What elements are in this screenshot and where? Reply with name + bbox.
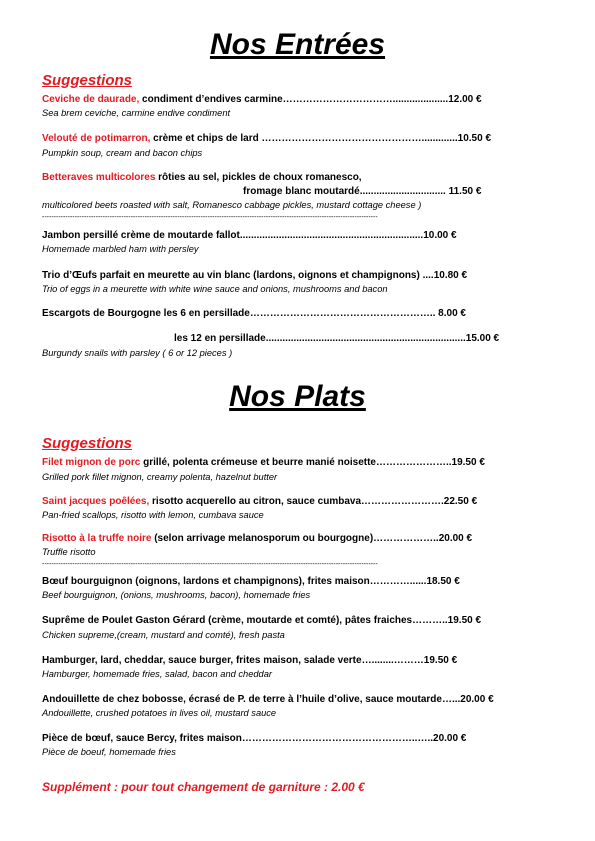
menu-item: Escargots de Bourgogne les 6 en persillade……………………………………………….. 8.00 € <box>42 308 466 319</box>
dish-translation: Sea brem ceviche, carmine endive condiment <box>42 108 231 118</box>
dish-translation: Trio of eggs in a meurette with white wine sauce and onions, mushrooms and bacon <box>42 284 388 294</box>
menu-item: Andouillette de chez bobosse, écrasé de P. de terre à l’huile d’olive, sauce moutarde…...20.00 € <box>42 694 494 705</box>
menu-item <box>42 94 482 106</box>
plats-suggestions-heading: Suggestions <box>42 435 133 452</box>
dish-description-price: condiment d’endives carmine……………………………....................12.00 € <box>139 94 482 105</box>
dish-description-price: les 12 en persillade........................................................................15.00 € <box>174 333 500 344</box>
dish-description: rôties au sel, pickles de choux romanesco, <box>155 172 362 183</box>
menu-item: Jambon persillé crème de moutarde fallot..................................................................10.00 € <box>42 230 457 241</box>
dish-name: Ceviche de daurade, <box>42 94 140 105</box>
menu-item: Suprême de Poulet Gaston Gérard (crème, moutarde et comté), pâtes fraiches………..19.50 € <box>42 615 482 626</box>
dish-translation: Chicken supreme,(cream, mustard and comté), fresh pasta <box>42 630 285 640</box>
dish-name: Risotto à la truffe noire <box>42 533 152 544</box>
dish-name: Saint jacques poêlées, <box>42 496 150 507</box>
dish-translation: Pumpkin soup, cream and bacon chips <box>42 148 203 158</box>
dish-name: Velouté de potimarron, <box>42 133 151 144</box>
dish-translation: Beef bourguignon, (onions, mushrooms, bacon), homemade fries <box>42 590 311 600</box>
dish-translation: Homemade marbled ham with persley <box>42 244 199 254</box>
menu-item <box>42 496 477 508</box>
dish-description-price: risotto acquerello au citron, sauce cumbava…………………….22.50 € <box>149 496 478 507</box>
entrees-suggestions-heading: Suggestions <box>42 72 133 89</box>
dish-description-price: (selon arrivage melanosporum ou bourgogne)………………..20.00 € <box>151 533 473 544</box>
dish-name: Filet mignon de porc <box>42 457 141 468</box>
separator: ------------------------------------------------------------------------------------------------------------------------------------------------ <box>42 214 378 221</box>
dish-translation: Pièce de boeuf, homemade fries <box>42 747 176 757</box>
menu-item: Hamburger, lard, cheddar, sauce burger, frites maison, salade verte…........………19.50 € <box>42 655 458 666</box>
dish-translation: Truffle risotto <box>42 547 96 557</box>
menu-item <box>42 172 362 184</box>
dish-description-price: crème et chips de lard ………………………………………….............10.50 € <box>150 133 491 144</box>
plats-title: Nos Plats <box>229 380 366 413</box>
menu-item: Bœuf bourguignon (oignons, lardons et champignons), frites maison…………......18.50 € <box>42 576 460 587</box>
dish-translation: Hamburger, homemade fries, salad, bacon and cheddar <box>42 669 272 679</box>
dish-translation: Pan-fried scallops, risotto with lemon, cumbava sauce <box>42 510 264 520</box>
supplement-note: Supplément : pour tout changement de garniture : 2.00 € <box>42 780 365 794</box>
dish-description-price: grillé, polenta crémeuse et beurre manié noisette…………………..19.50 € <box>140 457 485 468</box>
entrees-title: Nos Entrées <box>209 28 386 61</box>
separator: ------------------------------------------------------------------------------------------------------------------------------------------------ <box>42 561 378 568</box>
menu-item <box>42 133 491 145</box>
menu-item: Trio d’Œufs parfait en meurette au vin blanc (lardons, oignons et champignons) ....10.80 € <box>42 270 468 281</box>
dish-translation: Grilled pork fillet mignon, creamy polenta, hazelnut butter <box>42 472 278 482</box>
dish-translation: Andouillette, crushed potatoes in lives oil, mustard sauce <box>42 708 277 718</box>
menu-item <box>42 457 485 469</box>
menu-item: Pièce de bœuf, sauce Bercy, frites maison……………………………………………..…..20.00 € <box>42 733 467 744</box>
dish-name: Betteraves multicolores <box>42 172 156 183</box>
dish-translation: Burgundy snails with parsley ( 6 or 12 pieces ) <box>42 348 233 358</box>
dish-description-price: fromage blanc moutardé............................... 11.50 € <box>243 186 482 197</box>
dish-translation: multicolored beets roasted with salt, Romanesco cabbage pickles, mustard cottage cheese ) <box>42 200 422 210</box>
menu-item <box>42 533 472 545</box>
